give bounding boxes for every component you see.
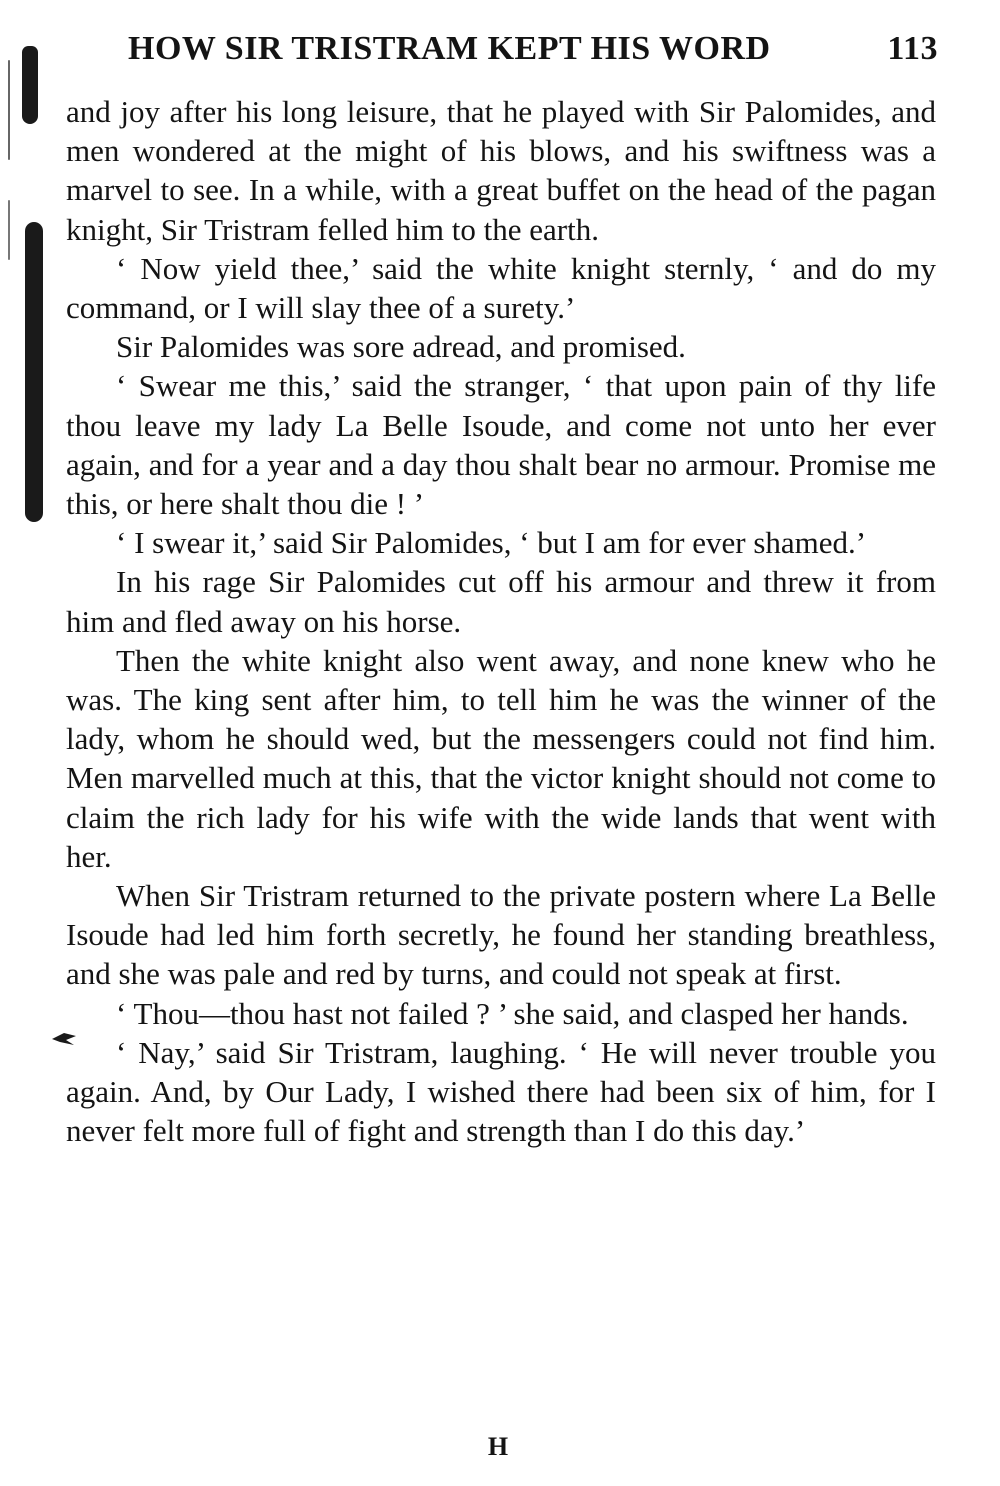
scan-edge-line: [8, 200, 10, 260]
paragraph: Sir Palomides was sore adread, and promised.: [116, 329, 686, 365]
paragraph: ‘ I swear it,’ said Sir Palomides, ‘ but I am for ever shamed.’: [116, 525, 867, 561]
paragraph: ‘ Swear me this,’ said the stranger, ‘ that upon pain of thy life thou leave my lady La Belle Isoude, and come not unto her ever again, and for a year and a day thou shalt bear no armour. Promise me this, or here shalt thou die ! ’: [66, 368, 936, 522]
paragraph: ‘ Thou—thou hast not failed ? ’ she said, and clasped her hands.: [116, 995, 909, 1031]
signature-mark: H: [487, 1432, 509, 1461]
paragraph: ‘ Now yield thee,’ said the white knight sternly, ‘ and do my command, or I will slay thee of a surety.’: [66, 250, 936, 326]
scan-edge-line: [8, 60, 10, 160]
running-head: [128, 30, 938, 74]
body-text: [66, 92, 936, 1150]
running-title: HOW SIR TRISTRAM KEPT HIS WORD: [128, 30, 771, 67]
paragraph: When Sir Tristram returned to the private postern where La Belle Isoude had led him forth secretly, he found her standing breathless, and she was pale and red by turns, and could not speak at first.: [66, 878, 936, 992]
paragraph: Then the white knight also went away, and none knew who he was. The king sent after him, to tell him he was the winner of the lady, whom he should wed, but the messengers could not find him. Men marvelled much at this, that the victor knight should not come to claim the rich lady for his wife with the wide lands that went with her.: [66, 642, 936, 874]
paragraph: and joy after his long leisure, that he played with Sir Palomides, and men wondered at the might of his blows, and his swiftness was a marvel to see. In a while, with a great buffet on the head of the pagan knight, Sir Tristram felled him to the earth.: [66, 94, 936, 247]
paragraph: ‘ Nay,’ said Sir Tristram, laughing. ‘ He will never trouble you again. And, by Our Lady, I wished there had been six of him, for I never felt more full of fight and strength than I do this day.’: [66, 1034, 936, 1149]
paragraph: In his rage Sir Palomides cut off his armour and threw it from him and fled away on his horse.: [66, 564, 936, 639]
scan-edge-shadow: [25, 222, 43, 522]
page-number: 113: [887, 30, 938, 67]
scan-edge-shadow: [22, 46, 38, 124]
